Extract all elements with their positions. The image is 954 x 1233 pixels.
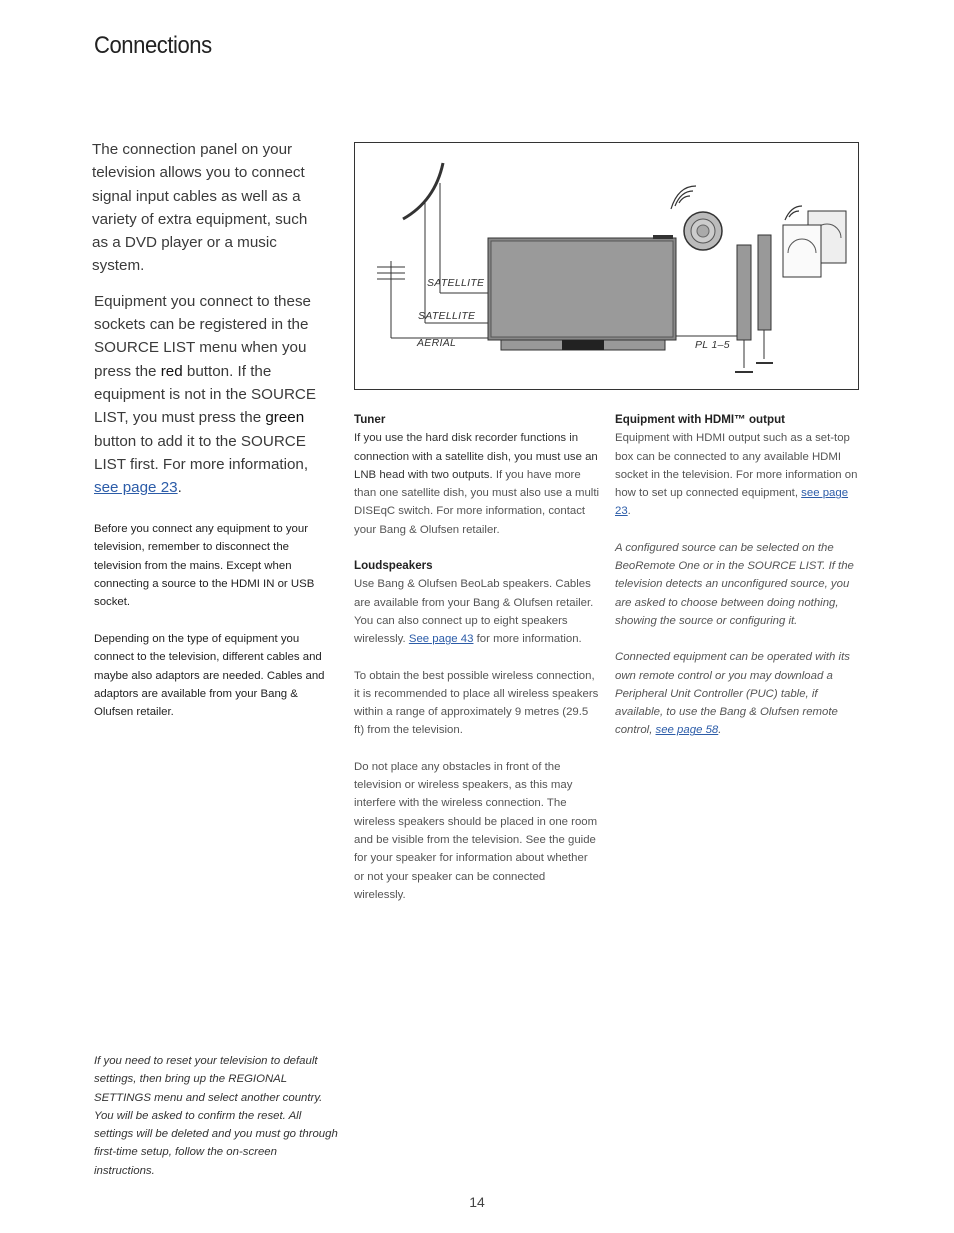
puc-text-main: Connected equipment can be operated with its own remote control or you may download a Peripheral Unit Controller (PUC) table, if available, to use the Bang & Olufsen remote control, xyxy=(615,651,850,737)
see-page-23-link[interactable]: see page 23 xyxy=(94,479,178,497)
intro-paragraph-2 xyxy=(94,290,326,500)
loudspeakers-text-main: Use Bang & Olufsen BeoLab speakers. Cables are available from your Bang & Olufsen retailer. You can also connect up to eight speakers wirelessly. xyxy=(354,578,594,646)
obstacles-text: Do not place any obstacles in front of the television or wireless speakers, as this may interfere with the wireless connection. The wireless speakers should be placed in one room and be visible from the television. See the guide for your speaker for information about whether or not your speaker can be connected wirelessly. xyxy=(354,760,598,901)
label-satellite-2: SATELLITE xyxy=(418,310,476,322)
intro-text-segment: . xyxy=(177,479,182,497)
hdmi-text-end: . xyxy=(627,505,631,518)
note-disconnect xyxy=(94,520,326,611)
loudspeakers-text-end: for more information. xyxy=(473,633,582,646)
aerial-icon xyxy=(377,261,405,338)
satellite-dish-icon xyxy=(403,163,443,219)
floor-speaker-icon xyxy=(735,235,773,372)
page-number: 14 xyxy=(469,1194,485,1210)
television-icon xyxy=(488,235,676,350)
puc-text xyxy=(615,648,863,739)
tuner-heading: Tuner xyxy=(354,413,386,426)
connections-diagram xyxy=(355,143,860,391)
intro-text-segment: button. If the equipment is not in the SOURCE LIST, you must press the xyxy=(94,362,317,427)
wireless-range-text: To obtain the best possible wireless connection, it is recommended to place all wireless speakers within a range of approximately 9 metres (29.5 ft) from the television. xyxy=(354,669,599,737)
hdmi-heading: Equipment with HDMI™ output xyxy=(615,413,786,426)
reset-note: If you need to reset your television to default settings, then bring up the REGIONAL SETTINGS menu and select another country. You will be asked to confirm the reset. All settings will be deleted and you must go through first-time setup, follow the on-screen instructions. xyxy=(94,1055,338,1177)
note-cables xyxy=(94,630,326,721)
intro-paragraph-1: The connection panel on your television allows you to connect signal input cables as well as a variety of extra equipment, such as a DVD player or a music system. xyxy=(92,141,308,275)
configured-source-text: A configured source can be selected on the BeoRemote One or in the SOURCE LIST. If the television detects an unconfigured source, you are asked to choose between doing nothing, showing the source or configuring it. xyxy=(615,541,854,627)
tuner-text-more: If you have more than one satellite dish, you must also use a multi DISEqC switch. For more information, contact your Bang & Olufsen retailer. xyxy=(354,468,600,536)
label-satellite-1: SATELLITE xyxy=(427,277,485,289)
intro-text-segment: button to add it to the SOURCE LIST first. For more information, xyxy=(94,432,309,473)
see-page-43-link[interactable]: See page 43 xyxy=(408,633,474,646)
label-aerial: AERIAL xyxy=(417,337,457,349)
page-title: Connections xyxy=(94,32,212,59)
middle-column xyxy=(354,411,600,922)
loudspeakers-heading: Loudspeakers xyxy=(354,559,433,573)
intro-text xyxy=(94,138,326,511)
connections-illustration xyxy=(354,142,859,390)
loudspeakers-text xyxy=(354,575,600,648)
green-button-word: green xyxy=(265,409,305,427)
puc-text-end: . xyxy=(718,724,722,737)
subwoofer-icon xyxy=(684,212,722,250)
see-page-58-link[interactable]: see page 58 xyxy=(655,724,719,737)
wireless-icon xyxy=(671,186,696,209)
tuner-text xyxy=(354,429,600,539)
wireless-icon xyxy=(785,206,802,220)
hdmi-text-main: Equipment with HDMI output such as a set-top box can be connected to any available HDMI socket in the television. For more information on how to set up connected equipment, xyxy=(615,432,858,500)
intro-text-segment: Equipment you connect to these sockets can be registered in the SOURCE LIST menu when you press the xyxy=(94,292,311,380)
see-page-23-link-hdmi[interactable]: see page 23 xyxy=(615,487,849,518)
label-pl: PL 1–5 xyxy=(695,339,730,351)
tuner-text-main: If you use the hard disk recorder functions in connection with a satellite dish, you must use an LNB head with two outputs. xyxy=(354,432,598,481)
wall-speaker-icon xyxy=(783,211,846,277)
note-disconnect-text: Before you connect any equipment to your television, remember to disconnect the television from the mains. Except when connecting a source to the HDMI IN or USB socket. xyxy=(94,523,315,609)
note-cables-text: Depending on the type of equipment you connect to the television, different cables and maybe also adaptors are needed. Cables and adaptors are available from your Bang & Olufsen retailer. xyxy=(94,633,325,719)
hdmi-text xyxy=(615,429,863,520)
right-column xyxy=(615,411,863,758)
red-button-word: red xyxy=(160,362,183,380)
